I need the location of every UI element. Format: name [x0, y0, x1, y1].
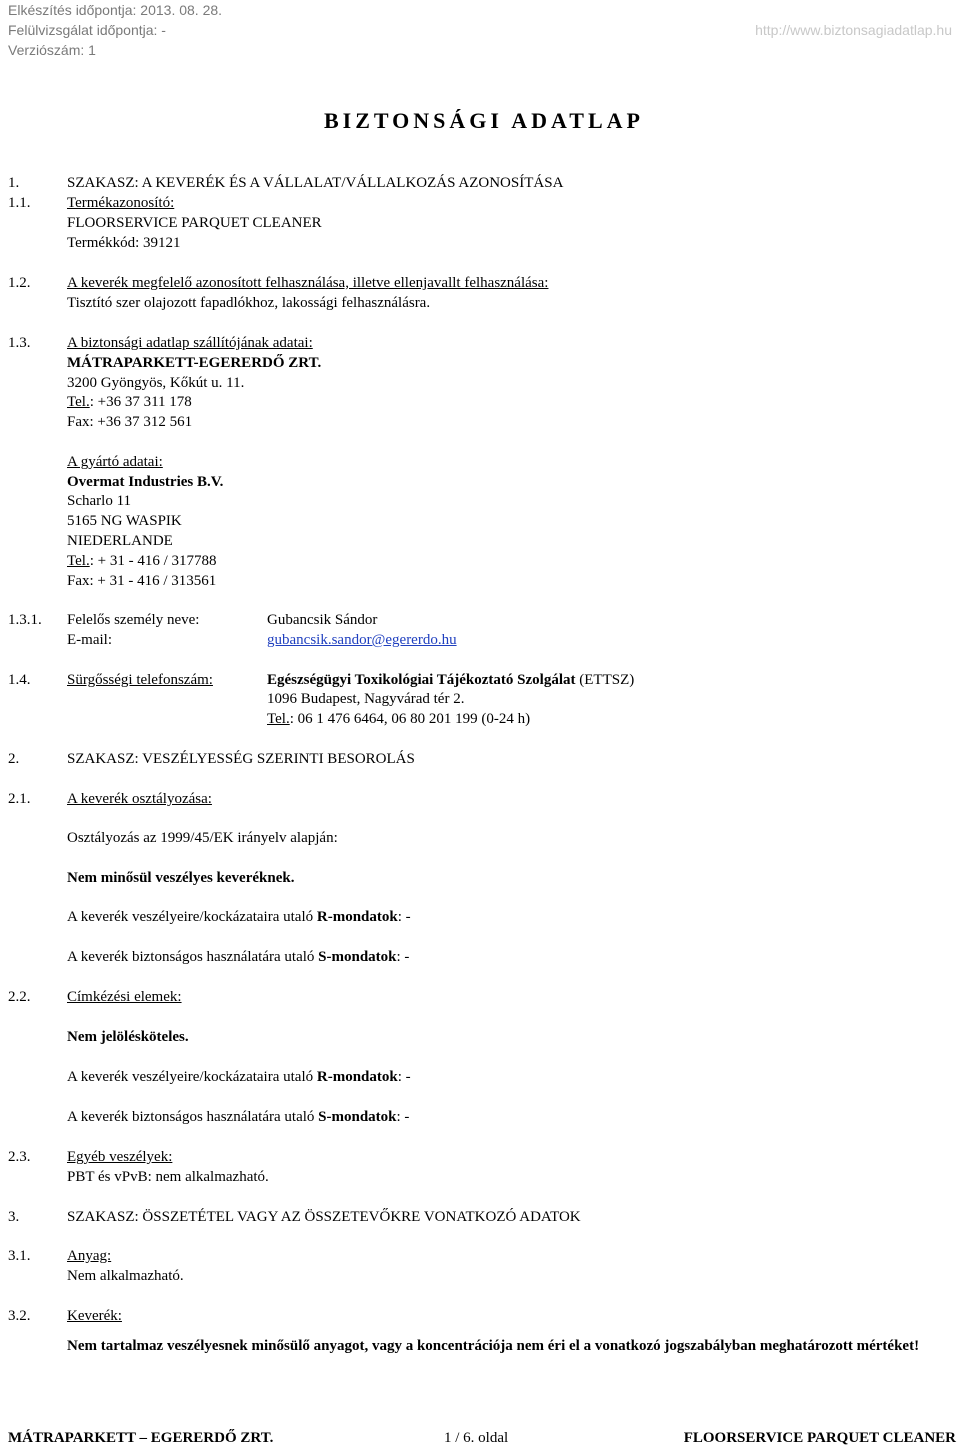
footer-page-number: 1 / 6. oldal: [444, 1430, 509, 1446]
classification-label: A keverék osztályozása:: [67, 791, 212, 807]
no-labeling-statement: Nem jelölésköteles.: [67, 1029, 189, 1045]
product-identifier-label: Termékazonosító:: [67, 195, 175, 211]
responsible-person-name: Gubancsik Sándor: [267, 612, 378, 628]
s-phrases: [67, 947, 409, 967]
emergency-service-name: Egészségügyi Toxikológiai Tájékoztató Szolgálat: [267, 672, 576, 688]
labeling-r-phrases: [67, 1067, 411, 1087]
section-1-2-number: 1.2.: [8, 275, 31, 291]
not-hazardous-statement: Nem minősül veszélyes keveréknek.: [67, 870, 295, 886]
email-link[interactable]: gubancsik.sandor@egererdo.hu: [267, 632, 457, 648]
section-2-1-number: 2.1.: [8, 791, 31, 807]
labeling-s-phrases-prefix: A keverék biztonságos használatára utaló: [67, 1109, 319, 1125]
labeling-r-phrases-label: R-mondatok: [316, 1069, 398, 1085]
section-1-3-1-number: 1.3.1.: [8, 612, 42, 628]
section-2-heading: SZAKASZ: VESZÉLYESSÉG SZERINTI BESOROLÁS: [67, 751, 415, 767]
r-phrases-prefix: A keverék veszélyeire/kockázataira utaló: [67, 909, 317, 925]
footer-company: MÁTRAPARKETT – EGERERDŐ ZRT.: [8, 1430, 274, 1446]
manufacturer-label: A gyártó adatai:: [67, 454, 163, 470]
substance-label: Anyag:: [67, 1248, 112, 1264]
creation-date: Elkészítés időpontja: 2013. 08. 28.: [8, 2, 223, 18]
supplier-phone-value: : +36 37 311 178: [89, 394, 192, 410]
labeling-r-phrases-prefix: A keverék veszélyeire/kockázataira utaló: [67, 1069, 317, 1085]
responsible-person-label: Felelős személy neve:: [67, 612, 200, 628]
supplier-label: A biztonsági adatlap szállítójának adatai:: [67, 335, 313, 351]
other-hazards-label: Egyéb veszélyek:: [67, 1149, 173, 1165]
version-number: Verziószám: 1: [8, 42, 96, 58]
labeling-s-phrases-value: : -: [396, 1109, 410, 1125]
supplier-phone-label: Tel.: [67, 394, 90, 410]
r-phrases-value: : -: [397, 909, 411, 925]
section-3-heading: SZAKASZ: ÖSSZETÉTEL VAGY AZ ÖSSZETEVŐKRE VONATKOZÓ ADATOK: [67, 1209, 581, 1225]
revision-date: Felülvizsgálat időpontja: -: [8, 22, 166, 38]
section-2-2-number: 2.2.: [8, 989, 31, 1005]
manufacturer-street: Scharlo 11: [67, 493, 132, 509]
section-2-3-number: 2.3.: [8, 1149, 31, 1165]
manufacturer-name: Overmat Industries B.V.: [67, 474, 224, 490]
emergency-address: 1096 Budapest, Nagyvárad tér 2.: [267, 691, 465, 707]
supplier-fax: Fax: +36 37 312 561: [67, 414, 193, 430]
emergency-phone-value: : 06 1 476 6464, 06 80 201 199 (0-24 h): [289, 711, 531, 727]
s-phrases-label: S-mondatok: [318, 949, 397, 965]
r-phrases: [67, 907, 411, 927]
section-1-heading: SZAKASZ: A KEVERÉK ÉS A VÁLLALAT/VÁLLALKOZÁS AZONOSÍTÁSA: [67, 175, 564, 191]
emergency-phone-tel-label: Tel.: [267, 711, 290, 727]
r-phrases-label: R-mondatok: [316, 909, 398, 925]
mixture-text: Nem tartalmaz veszélyesnek minősülő anyagot, vagy a koncentrációja nem éri el a vonatkozó jogszabályban meghatározott mértéket!: [67, 1338, 920, 1354]
classification-basis: Osztályozás az 1999/45/EK irányelv alapján:: [67, 830, 338, 846]
website-url[interactable]: http://www.biztonsagiadatlap.hu: [755, 22, 952, 38]
email-label: E-mail:: [67, 632, 112, 648]
section-1-4-number: 1.4.: [8, 672, 31, 688]
substance-text: Nem alkalmazható.: [67, 1268, 184, 1284]
manufacturer-city: 5165 NG WASPIK: [67, 513, 182, 529]
mixture-label: Keverék:: [67, 1308, 122, 1324]
emergency-service-abbr: (ETTSZ): [575, 672, 635, 688]
document-title: BIZTONSÁGI ADATLAP: [324, 108, 644, 133]
product-code: Termékkód: 39121: [67, 235, 181, 251]
supplier-name: MÁTRAPARKETT-EGERERDŐ ZRT.: [67, 355, 322, 371]
manufacturer-phone-value: : + 31 - 416 / 317788: [89, 553, 217, 569]
labeling-s-phrases-label: S-mondatok: [318, 1109, 397, 1125]
supplier-address: 3200 Gyöngyös, Kőkút u. 11.: [67, 375, 245, 391]
manufacturer-fax: Fax: + 31 - 416 / 313561: [67, 573, 217, 589]
manufacturer-country: NIEDERLANDE: [67, 533, 173, 549]
section-2-number: 2.: [8, 751, 20, 767]
intended-use-text: Tisztító szer olajozott fapadlókhoz, lakossági felhasználásra.: [67, 295, 431, 311]
labeling-r-phrases-value: : -: [397, 1069, 411, 1085]
emergency-phone: [267, 709, 530, 729]
section-3-2-number: 3.2.: [8, 1308, 31, 1324]
footer-product: FLOORSERVICE PARQUET CLEANER: [683, 1430, 956, 1446]
intended-use-label: A keverék megfelelő azonosított felhasználása, illetve ellenjavallt felhasználása:: [67, 275, 549, 291]
other-hazards-text: PBT és vPvB: nem alkalmazható.: [67, 1169, 269, 1185]
labeling-label: Címkézési elemek:: [67, 989, 182, 1005]
labeling-s-phrases: [67, 1107, 409, 1127]
section-3-1-number: 3.1.: [8, 1248, 31, 1264]
emergency-service: [267, 670, 634, 690]
section-1-1-number: 1.1.: [8, 195, 31, 211]
manufacturer-phone-label: Tel.: [67, 553, 90, 569]
section-1-3-number: 1.3.: [8, 335, 31, 351]
emergency-phone-label: Sürgősségi telefonszám:: [67, 672, 213, 688]
s-phrases-value: : -: [396, 949, 410, 965]
product-name: FLOORSERVICE PARQUET CLEANER: [67, 215, 322, 231]
manufacturer-phone: [67, 551, 217, 571]
s-phrases-prefix: A keverék biztonságos használatára utaló: [67, 949, 319, 965]
section-3-number: 3.: [8, 1209, 20, 1225]
section-1-number: 1.: [8, 175, 20, 191]
supplier-phone: [67, 392, 192, 412]
